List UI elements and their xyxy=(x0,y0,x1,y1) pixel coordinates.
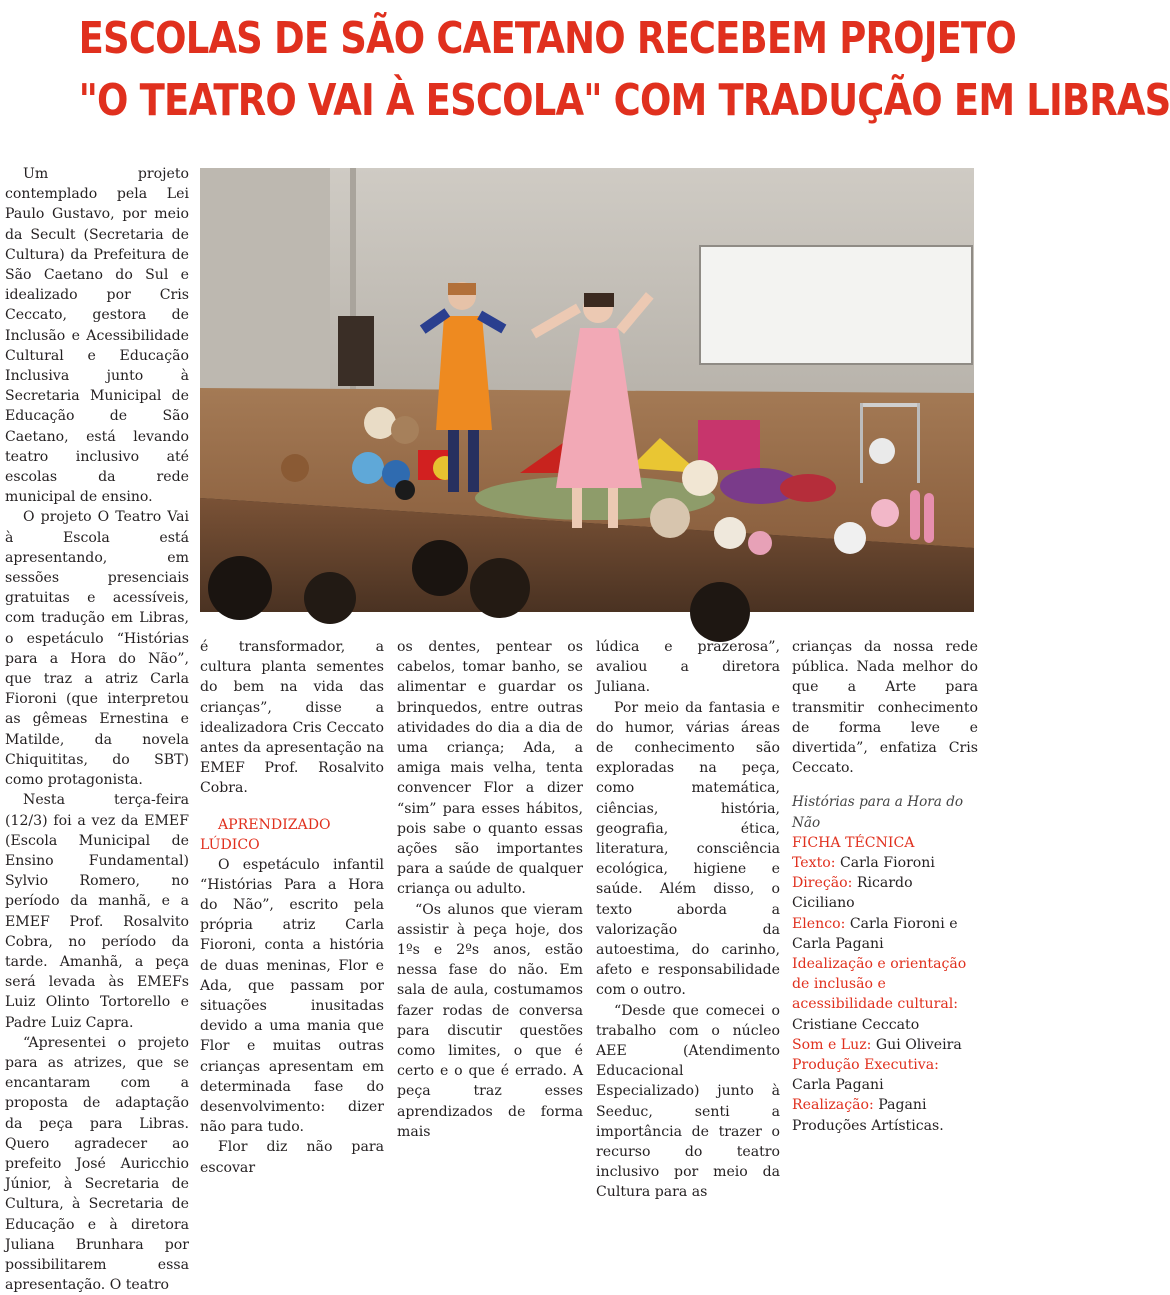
ficha-label: Direção: xyxy=(792,875,853,892)
paragraph: “Apresentei o projeto para as atrizes, que se encantaram com a proposta de adaptação da peça para Libras. Quero agradecer ao prefeito José Auricchio Júnior, à Secretaria de Cultura, à Secretaria de Educação e à diretora Juliana Brunhara por possibilitarem essa apresentação. O teatro xyxy=(5,1034,189,1294)
ficha-label: Realização: xyxy=(792,1097,874,1114)
ficha-item xyxy=(792,873,978,913)
ficha-value: Carla Pagani xyxy=(792,1077,884,1094)
stage-photo-illustration xyxy=(200,168,974,612)
ficha-value: Ricardo Ciciliano xyxy=(792,875,913,912)
ficha-show-title: Histórias para a Hora do Não xyxy=(792,794,964,831)
ficha-label: Som e Luz: xyxy=(792,1036,872,1053)
ficha-label: Texto: xyxy=(792,855,836,872)
paragraph: O espetáculo infantil “Histórias Para a Hora do Não”, escrito pela própria atriz Carla Fioroni, conta a história de duas meninas, Flor e Ada, que passam por situações inusitadas devido a uma mania que Flor e muitas outras crianças apresentam em determinada fase do desenvolvimento: dizer não para tudo. xyxy=(200,856,384,1136)
paragraph: Flor diz não para escovar xyxy=(200,1139,384,1176)
ficha-item xyxy=(792,914,978,954)
headline-line-1: ESCOLAS DE SÃO CAETANO RECEBEM PROJETO xyxy=(78,13,1016,64)
ficha-label: Elenco: xyxy=(792,915,846,932)
paragraph: “Desde que comecei o trabalho com o núcleo AEE (Atendimento Educacional Especializado) junto à Seeduc, senti a importância de trazer o recurso do teatro inclusivo por meio da Cultura para as xyxy=(596,1002,780,1201)
paragraph: “Os alunos que vieram assistir à peça hoje, dos 1ºs e 2ºs anos, estão nessa fase do não. Em sala de aula, costumamos fazer rodas de conversa para discutir questões como limites, o que é certo e o que é errado. A peça traz esses aprendizados de forma mais xyxy=(397,901,583,1140)
ficha-item xyxy=(792,954,978,1035)
article-column-1 xyxy=(5,164,189,1294)
ficha-label: Produção Executiva: xyxy=(792,1057,939,1074)
ficha-item xyxy=(792,1095,978,1135)
paragraph: Por meio da fantasia e do humor, várias áreas de conhecimento são exploradas na peça, como matemática, ciências, história, geografia, ética, literatura, consciência ecológica, higiene e saúde. Além disso, o texto aborda a valorização da autoestima, do carinho, afeto e responsabilidade com o outro. xyxy=(596,699,780,999)
ficha-value: Carla Fioroni xyxy=(839,855,935,872)
ficha-label: Idealização e orientação de inclusão e acessibilidade cultural: xyxy=(792,956,967,1013)
ficha-value: Carla Fioroni e Carla Pagani xyxy=(792,915,958,952)
paragraph: O projeto O Teatro Vai à Escola está apresentando, em sessões presenciais gratuitas e acessíveis, com tradução em Libras, o espetáculo “Histórias para a Hora do Não”, que traz a atriz Carla Fioroni (que interpretou as gêmeas Ernestina e Matilde, da novela Chiquititas, do SBT) como protagonista. xyxy=(5,509,189,789)
paragraph: crianças da nossa rede pública. Nada melhor do que a Arte para transmitir conhecimento de forma leve e divertida”, enfatiza Cris Ceccato. xyxy=(792,639,978,777)
ficha-item xyxy=(792,853,978,873)
article-column-5 xyxy=(792,637,978,1134)
stage-photo xyxy=(200,168,974,612)
article-column-3 xyxy=(397,637,583,1140)
subhead: APRENDIZADO LÚDICO xyxy=(200,816,331,853)
headline-line-2: "O TEATRO VAI À ESCOLA" COM TRADUÇÃO EM LIBRAS xyxy=(78,75,1170,126)
ficha-value: Gui Oliveira xyxy=(875,1036,962,1053)
ficha-title: FICHA TÉCNICA xyxy=(792,834,915,851)
ficha-item xyxy=(792,1035,978,1055)
headline xyxy=(78,8,1170,132)
ficha-tecnica xyxy=(792,792,978,1135)
paragraph: os dentes, pentear os cabelos, tomar banho, se alimentar e guardar os brinquedos, entre outras atividades do dia a dia de uma criança; Ada, a amiga mais velha, tenta convencer Flor a dizer “sim” para esses hábitos, pois sabe o quanto essas ações são importantes para a saúde de qualquer criança ou adulto. xyxy=(397,639,583,898)
paragraph: Nesta terça-feira (12/3) foi a vez da EMEF (Escola Municipal de Ensino Fundamental) Sylvio Romero, no período da manhã, e a EMEF Prof. Rosalvito Cobra, no período da tarde. Amanhã, a peça será levada às EMEFs Luiz Olinto Tortorello e Padre Luiz Capra. xyxy=(5,792,189,1031)
ficha-value: Cristiane Ceccato xyxy=(792,1016,920,1033)
paragraph: Um projeto contemplado pela Lei Paulo Gustavo, por meio da Secult (Secretaria de Cultura) da Prefeitura de São Caetano do Sul e idealizado por Cris Ceccato, gestora de Inclusão e Acessibilidade Cultural e Educação Inclusiva junto à Secretaria Municipal de Educação de São Caetano, está levando teatro inclusivo até escolas da rede municipal de ensino. xyxy=(5,166,189,506)
article-column-4 xyxy=(596,637,780,1201)
ficha-item xyxy=(792,1055,978,1095)
article-column-2 xyxy=(200,637,384,1176)
paragraph: lúdica e prazerosa”, avaliou a diretora Juliana. xyxy=(596,639,780,696)
paragraph: é transformador, a cultura planta sementes do bem na vida das crianças”, disse a idealizadora Cris Ceccato antes da apresentação na EMEF Prof. Rosalvito Cobra. xyxy=(200,639,384,797)
ficha-value: Pagani Produções Artísticas. xyxy=(792,1097,944,1134)
